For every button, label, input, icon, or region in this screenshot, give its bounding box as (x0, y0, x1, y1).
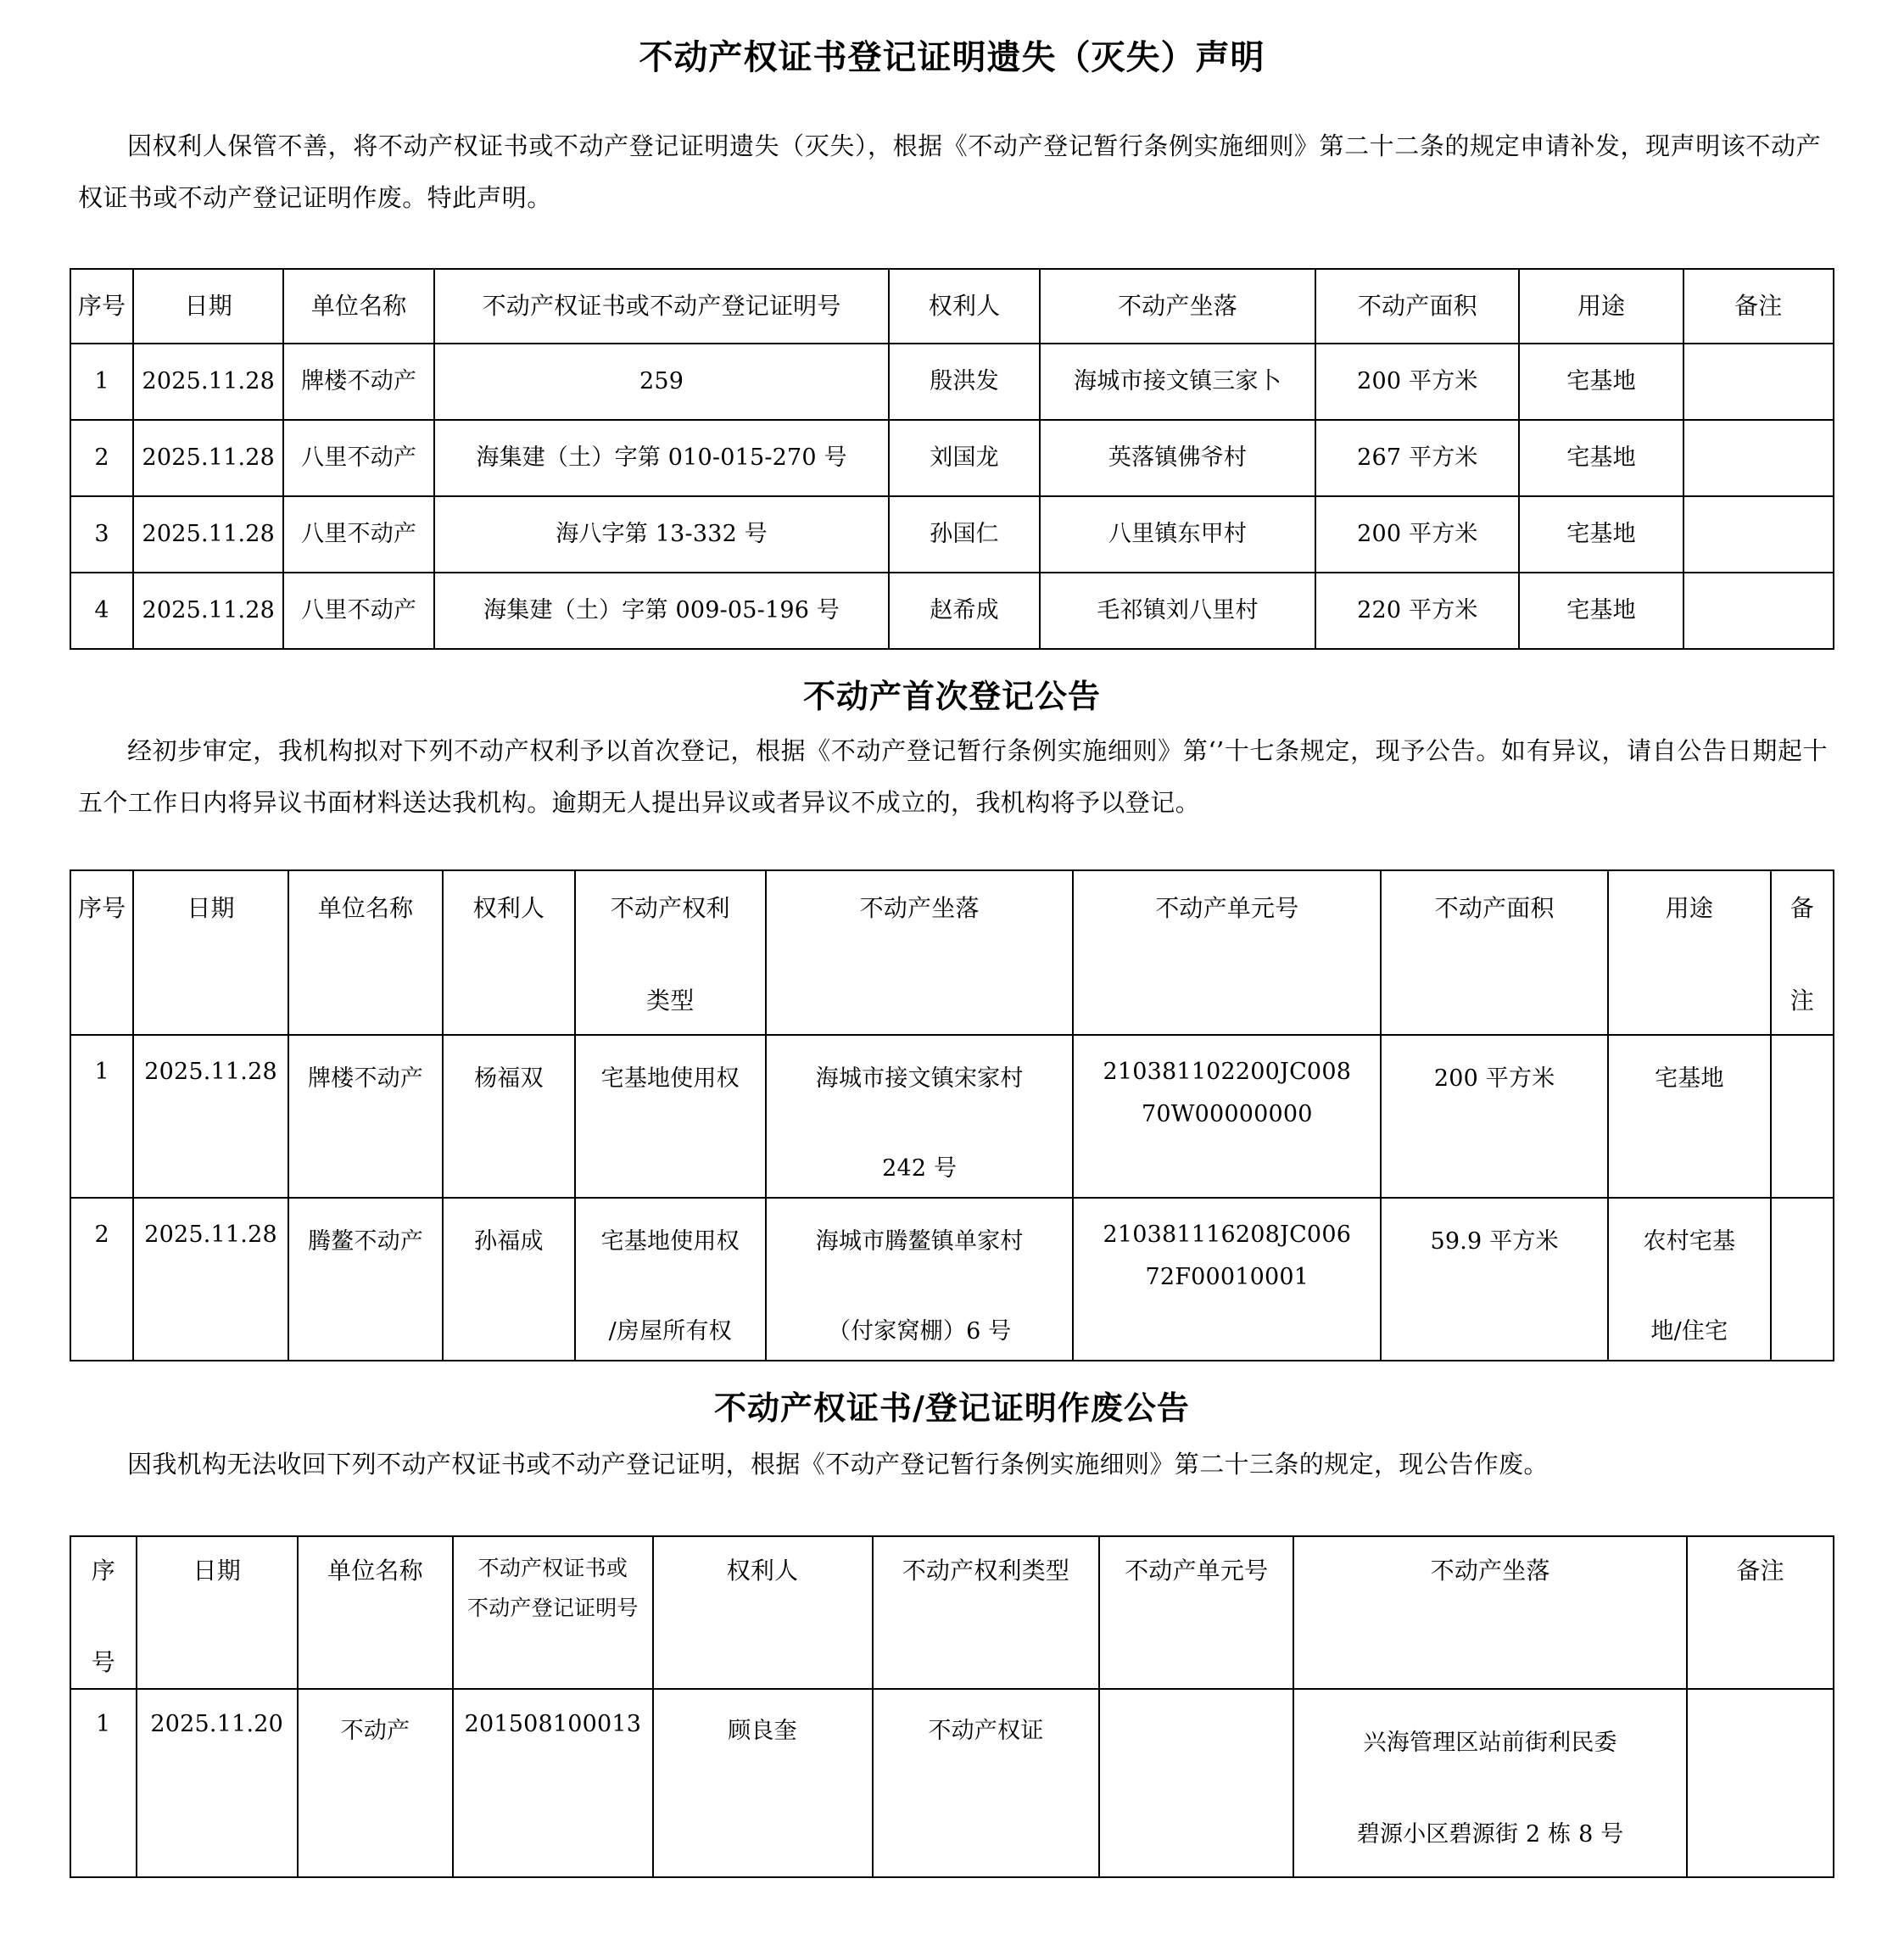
column-header-right-type: 不动产权利类型 (873, 1536, 1100, 1689)
table-row (70, 573, 1834, 649)
column-header-unit-no: 不动产单元号 (1099, 1536, 1293, 1689)
column-header-unit: 单位名称 (288, 870, 443, 1035)
column-header-index: 序号 (70, 269, 133, 344)
column-header-cert-no: 不动产权证书或不动产登记证明号 (434, 269, 890, 344)
page-title: 不动产权证书登记证明遗失（灭失）声明 (639, 37, 1265, 77)
void-announcement-table (70, 1535, 1834, 1878)
cell-use: 宅基地 (1519, 573, 1683, 649)
cell-date: 2025.11.28 (133, 344, 283, 420)
first-registration-table (70, 869, 1834, 1361)
cell-location-line1: 海城市腾鳌镇单家村 (815, 1227, 1024, 1255)
cell-index: 2 (70, 1198, 133, 1361)
column-header-remark (1771, 870, 1834, 1035)
column-header-owner: 权利人 (653, 1536, 873, 1689)
column-header-right-type-line2: 类型 (646, 987, 695, 1015)
cell-location-line2: 242 号 (882, 1154, 958, 1182)
cell-location-line1: 海城市接文镇宋家村 (815, 1065, 1024, 1092)
cell-index: 1 (70, 1689, 137, 1877)
cell-cert-no: 259 (434, 344, 890, 420)
column-header-unit: 单位名称 (283, 269, 433, 344)
cell-location (766, 1198, 1074, 1361)
column-header-cert-no-line1: 不动产权证书或 (477, 1556, 628, 1581)
column-header-use: 用途 (1608, 870, 1770, 1035)
cell-right-type: 不动产权证 (873, 1696, 1100, 1884)
cell-location (1293, 1689, 1687, 1877)
column-header-use: 用途 (1519, 269, 1683, 344)
cell-remark (1683, 420, 1834, 496)
column-header-unit: 单位名称 (298, 1536, 454, 1689)
cell-location: 毛祁镇刘八里村 (1040, 573, 1316, 649)
cell-unit: 腾鳌不动产 (288, 1205, 443, 1367)
cell-area: 200 平方米 (1381, 1042, 1608, 1205)
first-registration-paragraph: 经初步审定，我机构拟对下列不动产权利予以首次登记，根据《不动产登记暂行条例实施细则》第‘’十七条规定，现予公告。如有异议，请自公告日期起十五个工作日内将异议书面材料送达我机构。逾期无人提出异议或者异议不成立的，我机构将予以登记。 (78, 735, 1828, 817)
column-header-remark-line1: 备 (1790, 893, 1814, 922)
table-row (70, 1689, 1834, 1877)
table-header-row (70, 870, 1834, 1035)
column-header-index: 序号 (70, 870, 133, 1035)
cell-owner: 刘国龙 (889, 420, 1039, 496)
cell-location: 海城市接文镇三家卜 (1040, 344, 1316, 420)
cell-right-type-line1: 宅基地使用权 (600, 1227, 740, 1255)
cell-use (1608, 1198, 1770, 1361)
cell-location: 八里镇东甲村 (1040, 496, 1316, 573)
cell-unit: 八里不动产 (283, 573, 433, 649)
table-row (70, 344, 1834, 420)
cell-unit: 八里不动产 (283, 496, 433, 573)
cell-remark (1771, 1035, 1834, 1198)
cell-use-line1: 农村宅基 (1643, 1227, 1736, 1255)
cell-date: 2025.11.28 (133, 1035, 288, 1198)
cell-unit: 牌楼不动产 (283, 344, 433, 420)
column-header-date: 日期 (133, 870, 288, 1035)
cell-use-line2: 地/住宅 (1650, 1317, 1728, 1345)
cell-unit-no (1073, 1198, 1381, 1361)
cell-location-line2: 碧源小区碧源街 2 栋 8 号 (1356, 1821, 1624, 1848)
column-header-right-type-line1: 不动产权利 (610, 893, 730, 922)
cell-date: 2025.11.28 (133, 496, 283, 573)
column-header-remark-line2: 注 (1790, 987, 1814, 1015)
document-page (0, 34, 1904, 1940)
cell-unit-no-line1: 210381102200JC008 (1103, 1058, 1352, 1085)
cell-date: 2025.11.28 (133, 420, 283, 496)
cell-unit: 八里不动产 (283, 420, 433, 496)
cell-unit-no (1073, 1035, 1381, 1198)
cell-date: 2025.11.28 (133, 1198, 288, 1361)
cell-index: 3 (70, 496, 133, 573)
column-header-index (70, 1536, 137, 1689)
cell-location (766, 1035, 1074, 1198)
cell-remark (1683, 573, 1834, 649)
cell-unit-no-line1: 210381116208JC006 (1103, 1221, 1352, 1248)
cell-cert-no: 海集建（土）字第 010-015-270 号 (434, 420, 890, 496)
cell-remark (1683, 344, 1834, 420)
cell-index: 2 (70, 420, 133, 496)
cell-right-type: 宅基地使用权 (575, 1042, 766, 1205)
table-row (70, 1198, 1834, 1361)
cell-remark (1771, 1198, 1834, 1361)
cell-right-type-line2: /房屋所有权 (608, 1317, 732, 1345)
column-header-date: 日期 (137, 1536, 298, 1689)
column-header-cert-no-line2: 不动产登记证明号 (467, 1595, 639, 1620)
table-row (70, 1035, 1834, 1198)
column-header-cert-no (453, 1536, 652, 1689)
cell-location-line2: （付家窝棚）6 号 (827, 1317, 1012, 1345)
cell-index: 1 (70, 344, 133, 420)
cell-owner: 孙国仁 (889, 496, 1039, 573)
column-header-date: 日期 (133, 269, 283, 344)
column-header-owner: 权利人 (889, 269, 1039, 344)
cell-use: 宅基地 (1519, 496, 1683, 573)
column-header-right-type (575, 870, 766, 1035)
section-title-first-registration: 不动产首次登记公告 (802, 676, 1101, 715)
cell-owner: 顾良奎 (653, 1696, 873, 1884)
column-header-index-line2: 号 (91, 1648, 115, 1677)
cell-owner: 杨福双 (443, 1042, 574, 1205)
lost-declaration-table (70, 268, 1834, 650)
cell-unit-no-line2: 70W00000000 (1141, 1100, 1313, 1127)
cell-remark (1683, 496, 1834, 573)
table-header-row (70, 1536, 1834, 1689)
cell-remark (1687, 1689, 1834, 1877)
cell-date: 2025.11.28 (133, 573, 283, 649)
table-row (70, 420, 1834, 496)
cell-cert-no: 201508100013 (453, 1689, 652, 1877)
cell-right-type (575, 1198, 766, 1361)
cell-cert-no: 海八字第 13-332 号 (434, 496, 890, 573)
cell-cert-no: 海集建（土）字第 009-05-196 号 (434, 573, 890, 649)
column-header-unit-no: 不动产单元号 (1073, 870, 1381, 1035)
cell-unit-no (1099, 1689, 1293, 1877)
cell-index: 4 (70, 573, 133, 649)
cell-use: 宅基地 (1519, 344, 1683, 420)
column-header-location: 不动产坐落 (1293, 1536, 1687, 1689)
column-header-location: 不动产坐落 (1040, 269, 1316, 344)
column-header-index-line1: 序 (91, 1557, 115, 1585)
cell-area: 200 平方米 (1315, 344, 1519, 420)
lost-declaration-paragraph: 因权利人保管不善，将不动产权证书或不动产登记证明遗失（灭失），根据《不动产登记暂行条例实施细则》第二十二条的规定申请补发，现声明该不动产权证书或不动产登记证明作废。特此声明。 (78, 131, 1821, 212)
cell-unit: 不动产 (298, 1696, 454, 1884)
cell-owner: 孙福成 (443, 1205, 574, 1367)
cell-index: 1 (70, 1035, 133, 1198)
cell-area: 200 平方米 (1315, 496, 1519, 573)
cell-location-line1: 兴海管理区站前街利民委 (1363, 1730, 1617, 1757)
section-title-void-announcement: 不动产权证书/登记证明作废公告 (714, 1388, 1190, 1427)
cell-owner: 赵希成 (889, 573, 1039, 649)
cell-location: 英落镇佛爷村 (1040, 420, 1316, 496)
column-header-area: 不动产面积 (1315, 269, 1519, 344)
column-header-location: 不动产坐落 (766, 870, 1074, 1035)
cell-use: 宅基地 (1519, 420, 1683, 496)
column-header-remark: 备注 (1683, 269, 1834, 344)
table-header-row (70, 269, 1834, 344)
cell-area: 267 平方米 (1315, 420, 1519, 496)
column-header-remark: 备注 (1687, 1536, 1834, 1689)
cell-owner: 殷洪发 (889, 344, 1039, 420)
column-header-owner: 权利人 (443, 870, 574, 1035)
cell-date: 2025.11.20 (137, 1689, 298, 1877)
cell-unit: 牌楼不动产 (288, 1042, 443, 1205)
table-row (70, 496, 1834, 573)
cell-area: 220 平方米 (1315, 573, 1519, 649)
cell-use: 宅基地 (1608, 1042, 1770, 1205)
cell-area: 59.9 平方米 (1381, 1205, 1608, 1367)
cell-unit-no-line2: 72F00010001 (1145, 1263, 1309, 1290)
void-announcement-paragraph: 因我机构无法收回下列不动产权证书或不动产登记证明，根据《不动产登记暂行条例实施细则》第二十三条的规定，现公告作废。 (127, 1449, 1549, 1479)
column-header-area: 不动产面积 (1381, 870, 1608, 1035)
